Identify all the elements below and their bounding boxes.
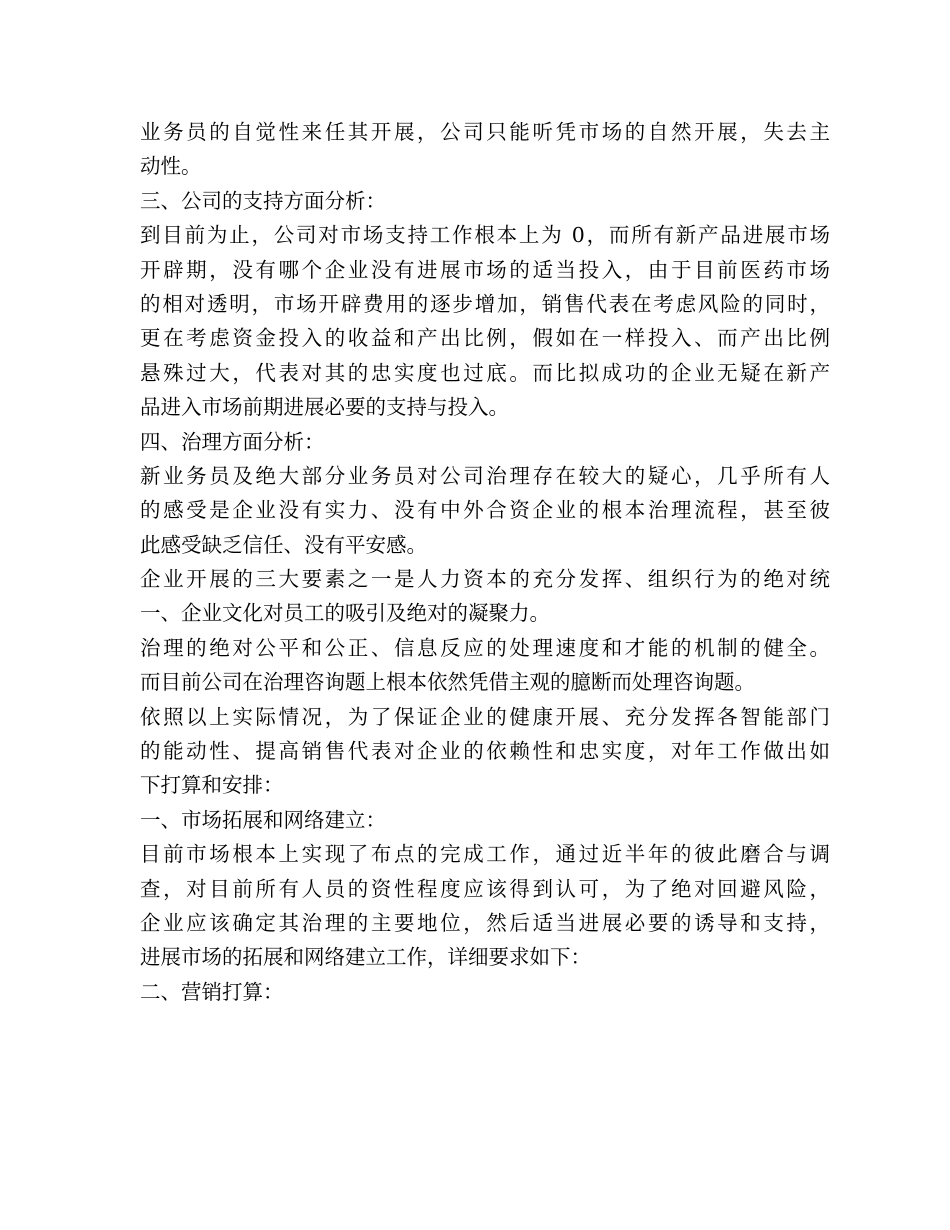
text-line: 的感受是企业没有实力、没有中外合资企业的根本治理流程，甚至彼: [140, 498, 830, 523]
text-line: 查，对目前所有人员的资性程度应该得到认可，为了绝对回避风险，: [140, 876, 830, 901]
text-line: 进展市场的拓展和网络建立工作，详细要求如下：: [140, 945, 591, 970]
text-line: 悬殊过大，代表对其的忠实度也过底。而比拟成功的企业无疑在新产: [140, 360, 830, 385]
document-body: [140, 115, 830, 1009]
text-line: 新业务员及绝大部分业务员对公司治理存在较大的疑心，几乎所有人: [140, 463, 830, 488]
section-heading: 四、治理方面分析：: [140, 429, 325, 454]
text-line: 的相对透明，市场开辟费用的逐步增加，销售代表在考虑风险的同时，: [140, 291, 830, 316]
text-line: 依照以上实际情况，为了保证企业的健康开展、充分发挥各智能部门: [140, 704, 830, 729]
text-line: 动性。: [140, 154, 202, 179]
text-line: 目前市场根本上实现了布点的完成工作，通过近半年的彼此磨合与调: [140, 842, 830, 867]
text-line: 此感受缺乏信任、没有平安感。: [140, 532, 427, 557]
text-line: 更在考虑资金投入的收益和产出比例，假如在一样投入、而产出比例: [140, 326, 830, 351]
section-heading: 三、公司的支持方面分析：: [140, 188, 386, 213]
text-line: 治理的绝对公平和公正、信息反应的处理速度和才能的机制的健全。: [140, 635, 830, 660]
text-line: 企业开展的三大要素之一是人力资本的充分发挥、组织行为的绝对统: [140, 567, 830, 592]
text-line: 企业应该确定其治理的主要地位，然后适当进展必要的诱导和支持，: [140, 910, 830, 935]
section-heading: 二、营销打算：: [140, 979, 284, 1004]
text-line: 下打算和安排：: [140, 773, 284, 798]
text-line: 品进入市场前期进展必要的支持与投入。: [140, 395, 509, 420]
text-line: 开辟期，没有哪个企业没有进展市场的适当投入，由于目前医药市场: [140, 257, 830, 282]
section-heading: 一、市场拓展和网络建立：: [140, 807, 386, 832]
text-line: 到目前为止，公司对市场支持工作根本上为 0，而所有新产品进展市场: [140, 223, 830, 248]
text-line: 而目前公司在治理咨询题上根本依然凭借主观的臆断而处理咨询题。: [140, 670, 755, 695]
text-line: 业务员的自觉性来任其开展，公司只能听凭市场的自然开展，失去主: [140, 120, 830, 144]
text-line: 的能动性、提高销售代表对企业的依赖性和忠实度，对年工作做出如: [140, 739, 830, 764]
text-line: 一、企业文化对员工的吸引及绝对的凝聚力。: [140, 601, 550, 626]
